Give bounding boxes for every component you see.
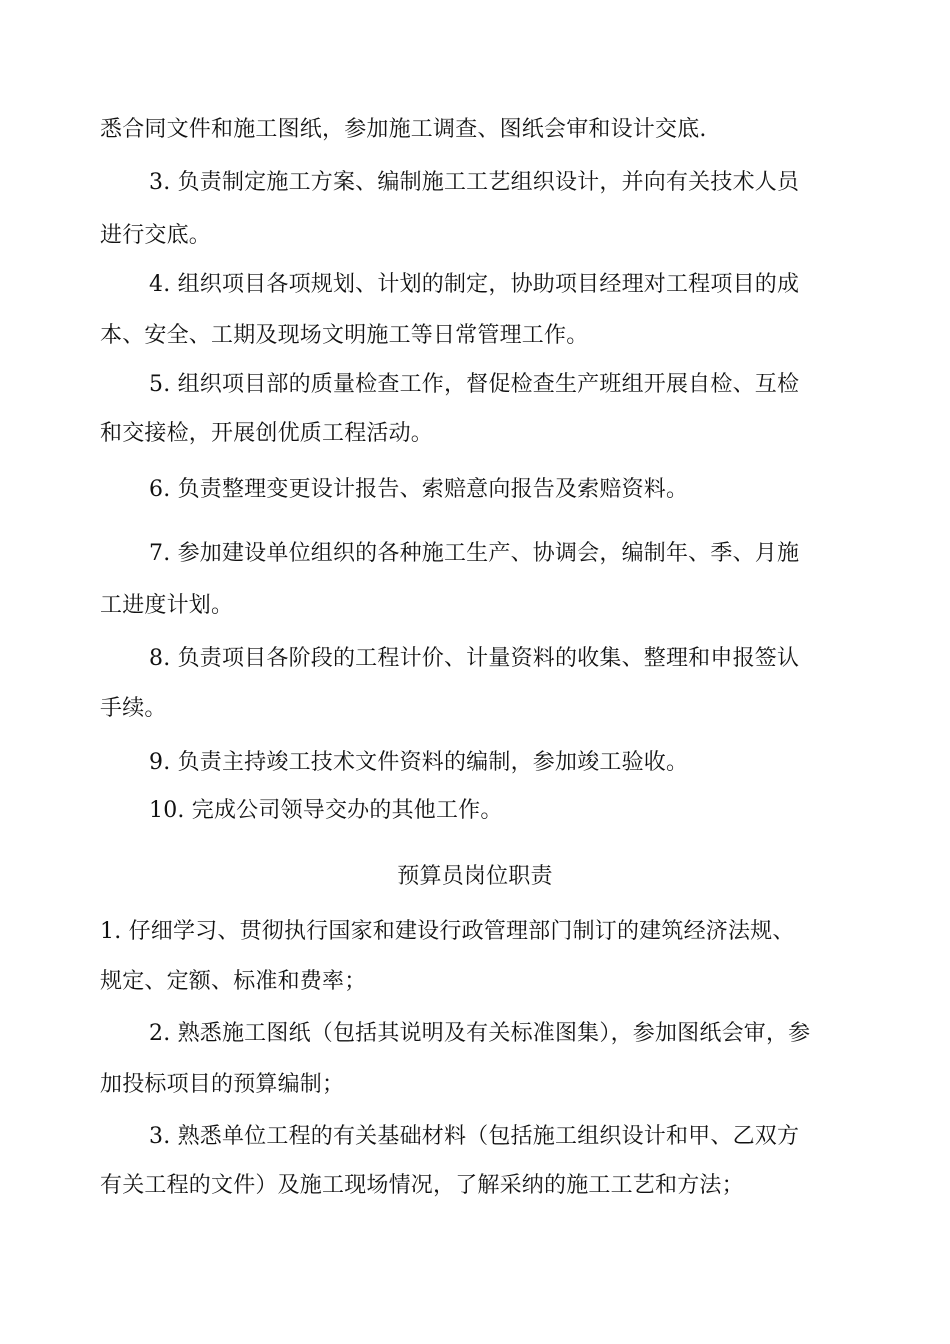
- text-line: 3. 熟悉单位工程的有关基础材料（包括施工组织设计和甲、乙双方: [149, 1124, 800, 1149]
- section-title: 预算员岗位职责: [397, 864, 553, 889]
- text-line: 2. 熟悉施工图纸（包括其说明及有关标准图集），参加图纸会审，参: [149, 1021, 811, 1046]
- text-line: 7. 参加建设单位组织的各种施工生产、协调会，编制年、季、月施: [149, 541, 800, 566]
- text-line: 进行交底。: [100, 223, 212, 248]
- text-line: 3. 负责制定施工方案、编制施工工艺组织设计，并向有关技术人员: [149, 170, 800, 195]
- text-line: 1. 仔细学习、贯彻执行国家和建设行政管理部门制订的建筑经济法规、: [100, 919, 795, 944]
- text-line: 手续。: [100, 696, 167, 721]
- text-line: 加投标项目的预算编制；: [100, 1072, 345, 1097]
- text-line: 悉合同文件和施工图纸，参加施工调查、图纸会审和设计交底.: [100, 117, 707, 142]
- text-line: 规定、定额、标准和费率；: [100, 969, 367, 994]
- text-line: 8. 负责项目各阶段的工程计价、计量资料的收集、整理和申报签认: [149, 646, 800, 671]
- text-line: 有关工程的文件）及施工现场情况，了解采纳的施工工艺和方法；: [100, 1173, 744, 1198]
- text-line: 10. 完成公司领导交办的其他工作。: [149, 798, 503, 823]
- text-line: 和交接检，开展创优质工程活动。: [100, 421, 434, 446]
- text-line: 4. 组织项目各项规划、计划的制定，协助项目经理对工程项目的成: [149, 272, 800, 297]
- text-line: 9. 负责主持竣工技术文件资料的编制，参加竣工验收。: [149, 750, 689, 775]
- text-line: 本、安全、工期及现场文明施工等日常管理工作。: [100, 323, 589, 348]
- text-line: 工进度计划。: [100, 593, 234, 618]
- text-line: 5. 组织项目部的质量检查工作，督促检查生产班组开展自检、互检: [149, 372, 800, 397]
- text-line: 6. 负责整理变更设计报告、索赔意向报告及索赔资料。: [149, 477, 689, 502]
